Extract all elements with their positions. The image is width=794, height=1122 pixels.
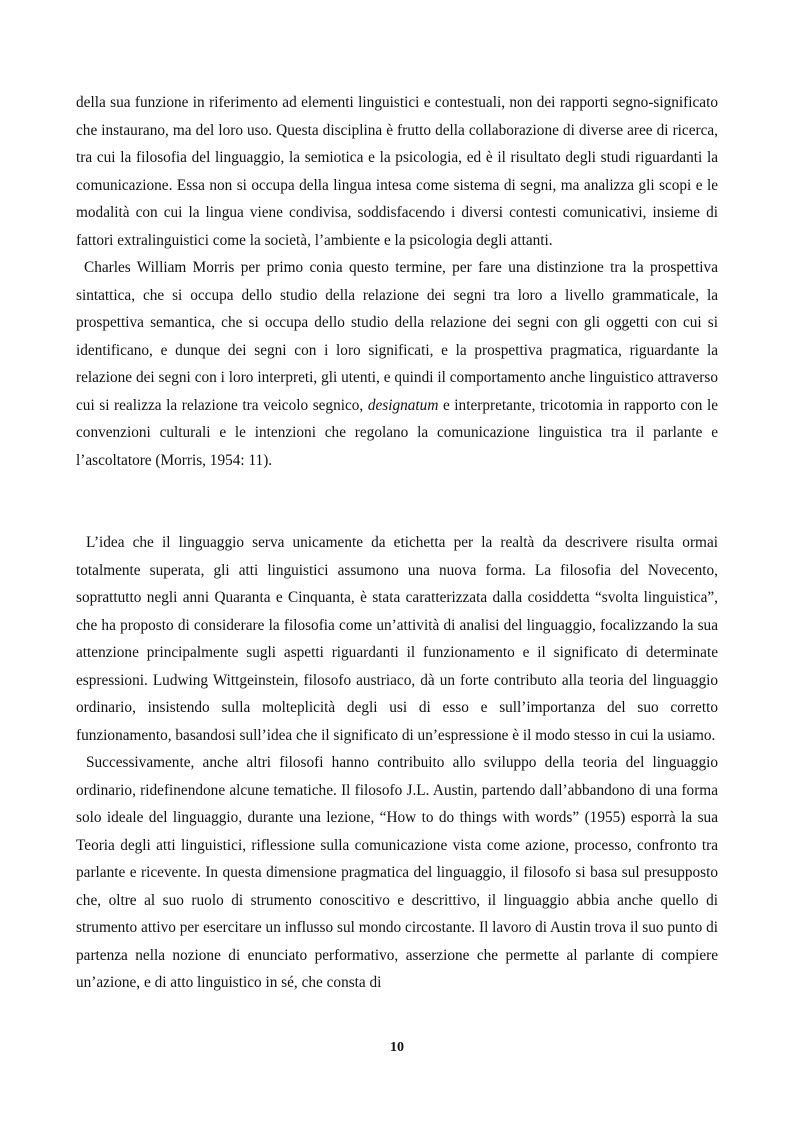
text-block-lower: [76, 529, 718, 997]
text-block-upper: [76, 89, 718, 474]
paragraph-morris-text-end: e interpretante, tricotomia in rapporto con le convenzioni culturali e le intenzioni che regolano la comunicazione linguistica tra il parlante e l’ascoltatore (Morris, 1954: 11).: [76, 396, 719, 469]
italic-term-designatum: designatum: [367, 396, 439, 414]
paragraph-morris-text-start: Charles William Morris per primo conia questo termine, per fare una distinzione tra la prospettiva sintattica, che si occupa dello studio della relazione dei segni tra loro a livello grammaticale, la prospettiva semantica, che si occupa dello studio della relazione dei segni con gli oggetti con cui si identificano, e dunque dei segni con i loro significati, e la prospettiva pragmatica, riguardante la relazione dei segni con i loro interpreti, gli utenti, e quindi il comportamento anche linguistico attraverso cui si realizza la relazione tra veicolo segnico,: [76, 259, 718, 414]
paragraph-pragmatics-definition: della sua funzione in riferimento ad elementi linguistici e contestuali, non dei rapporti segno-significato che instaurano, ma del loro uso. Questa disciplina è frutto della collaborazione di diverse aree di ricerca, tra cui la filosofia del linguaggio, la semiotica e la psicologia, ed è il risultato degli studi riguardanti la comunicazione. Essa non si occupa della lingua intesa come sistema di segni, ma analizza gli scopi e le modalità con cui la lingua viene condivisa, soddisfacendo i diversi contesti comunicativi, insieme di fattori extralinguistici come la società, l’ambiente e la psicologia degli attanti.: [76, 94, 718, 249]
paragraph-linguistic-turn: L’idea che il linguaggio serva unicamente da etichetta per la realtà da descrivere risulta ormai totalmente superata, gli atti linguistici assumono una nuova forma. La filosofia del Novecento, soprattutto negli anni Quaranta e Cinquanta, è stata caratterizzata dalla cosiddetta “svolta linguistica”, che ha proposto di considerare la filosofia come un’attività di analisi del linguaggio, focalizzando la sua attenzione principalmente sugli aspetti riguardanti il funzionamento e il significato di determinate espressioni. Ludwing Wittgeinstein, filosofo austriaco, dà un forte contributo alla teoria del linguaggio ordinario, insistendo sulla molteplicità degli usi di esso e sull’importanza del suo corretto funzionamento, basandosi sull’idea che il significato di un’espressione è il modo stesso in cui la usiamo.: [76, 534, 718, 744]
paragraph-austin: Successivamente, anche altri filosofi hanno contribuito allo sviluppo della teoria del linguaggio ordinario, ridefinendone alcune tematiche. Il filosofo J.L. Austin, partendo dall’abbandono di una forma solo ideale del linguaggio, durante una lezione, “How to do things with words” (1955) esporrà la sua Teoria degli atti linguistici, riflessione sulla comunicazione vista come azione, processo, confronto tra parlante e ricevente. In questa dimensione pragmatica del linguaggio, il filosofo si basa sul presupposto che, oltre al suo ruolo di strumento conoscitivo e descrittivo, il linguaggio abbia anche quello di strumento attivo per esercitare un influsso sul mondo circostante. Il lavoro di Austin trova il suo punto di partenza nella nozione di enunciato performativo, asserzione che permette al parlante di compiere un’azione, e di atto linguistico in sé, che consta di: [76, 754, 718, 991]
page-number: 10: [390, 1040, 404, 1055]
paragraph-morris: [76, 254, 718, 474]
